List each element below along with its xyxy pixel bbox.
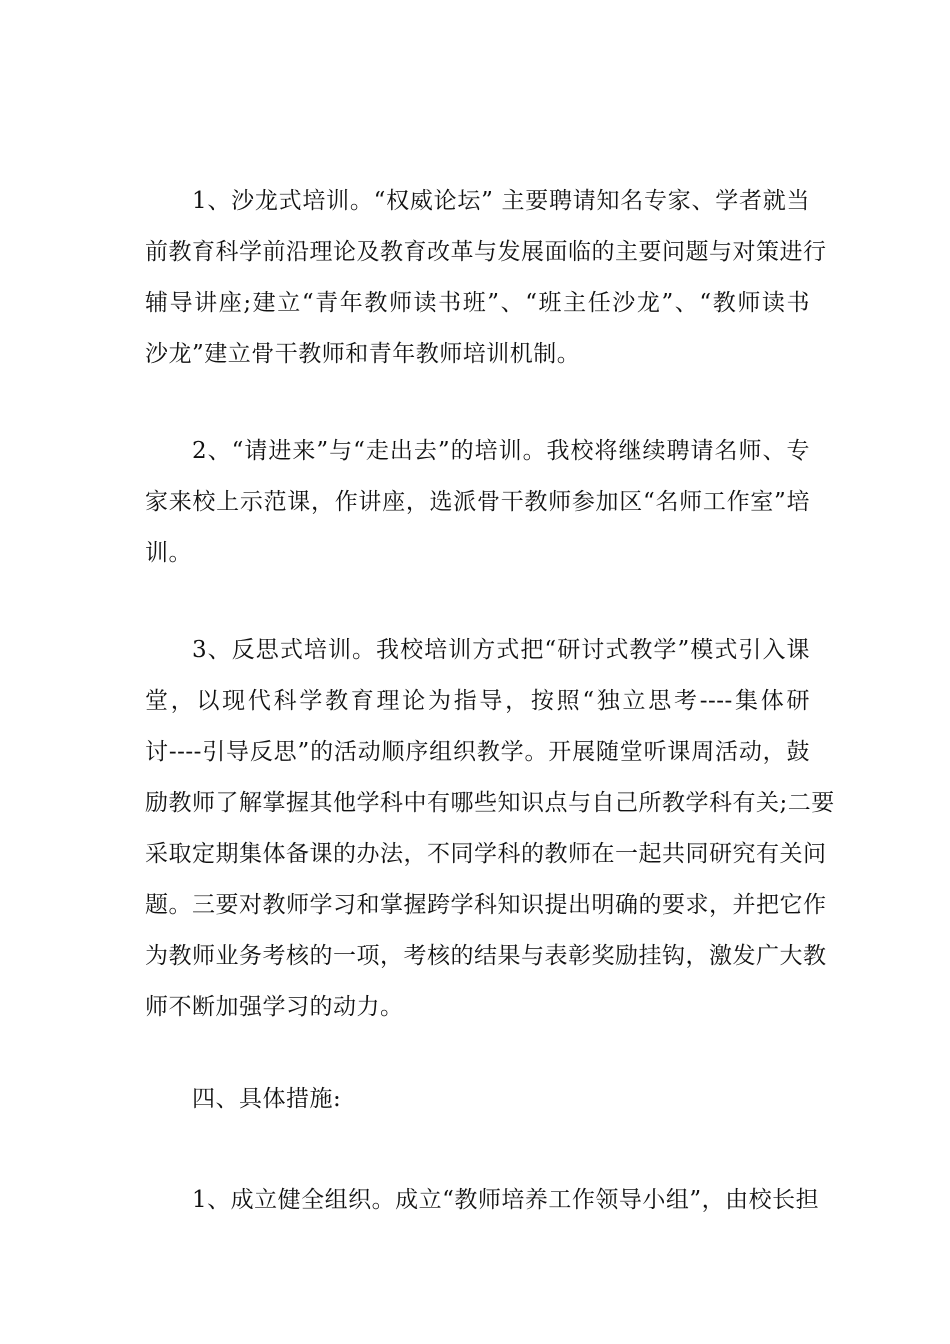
- paragraph-1-line-2: 前教育科学前沿理论及教育改革与发展面临的主要问题与对策进行: [145, 239, 827, 265]
- paragraph-5-line-1: 1、成立健全组织。成立“教师培养工作领导小组”，由校长担: [192, 1187, 820, 1213]
- paragraph-2-line-1: 2、“请进来”与“走出去”的培训。我校将继续聘请名师、专: [192, 438, 810, 464]
- paragraph-3-line-3: 讨----引导反思”的活动顺序组织教学。开展随堂听课周活动，鼓: [145, 739, 810, 765]
- paragraph-1-line-3: 辅导讲座;建立“青年教师读书班”、“班主任沙龙”、“教师读书: [145, 290, 810, 316]
- paragraph-1-line-4: 沙龙”建立骨干教师和青年教师培训机制。: [145, 341, 581, 367]
- paragraph-3-line-8: 师不断加强学习的动力。: [145, 994, 404, 1020]
- section-heading-measures: 四、具体措施:: [192, 1086, 342, 1112]
- paragraph-2-line-2: 家来校上示范课，作讲座，选派骨干教师参加区“名师工作室”培: [145, 489, 810, 515]
- paragraph-2-line-3: 训。: [145, 540, 192, 566]
- paragraph-3-line-1: 3、反思式培训。我校培训方式把“研讨式教学”模式引入课: [192, 637, 810, 663]
- paragraph-1-line-1: 1、沙龙式培训。“权威论坛” 主要聘请知名专家、学者就当: [192, 188, 810, 214]
- paragraph-3-line-2: 堂，以现代科学教育理论为指导，按照“独立思考----集体研: [145, 688, 810, 714]
- paragraph-3-line-6: 题。三要对教师学习和掌握跨学科知识提出明确的要求，并把它作: [145, 892, 827, 918]
- paragraph-3-line-7: 为教师业务考核的一项，考核的结果与表彰奖励挂钩，激发广大教: [145, 943, 827, 969]
- paragraph-3-line-5: 采取定期集体备课的办法，不同学科的教师在一起共同研究有关问: [145, 841, 827, 867]
- paragraph-3-line-4: 励教师了解掌握其他学科中有哪些知识点与自己所教学科有关;二要: [145, 790, 835, 816]
